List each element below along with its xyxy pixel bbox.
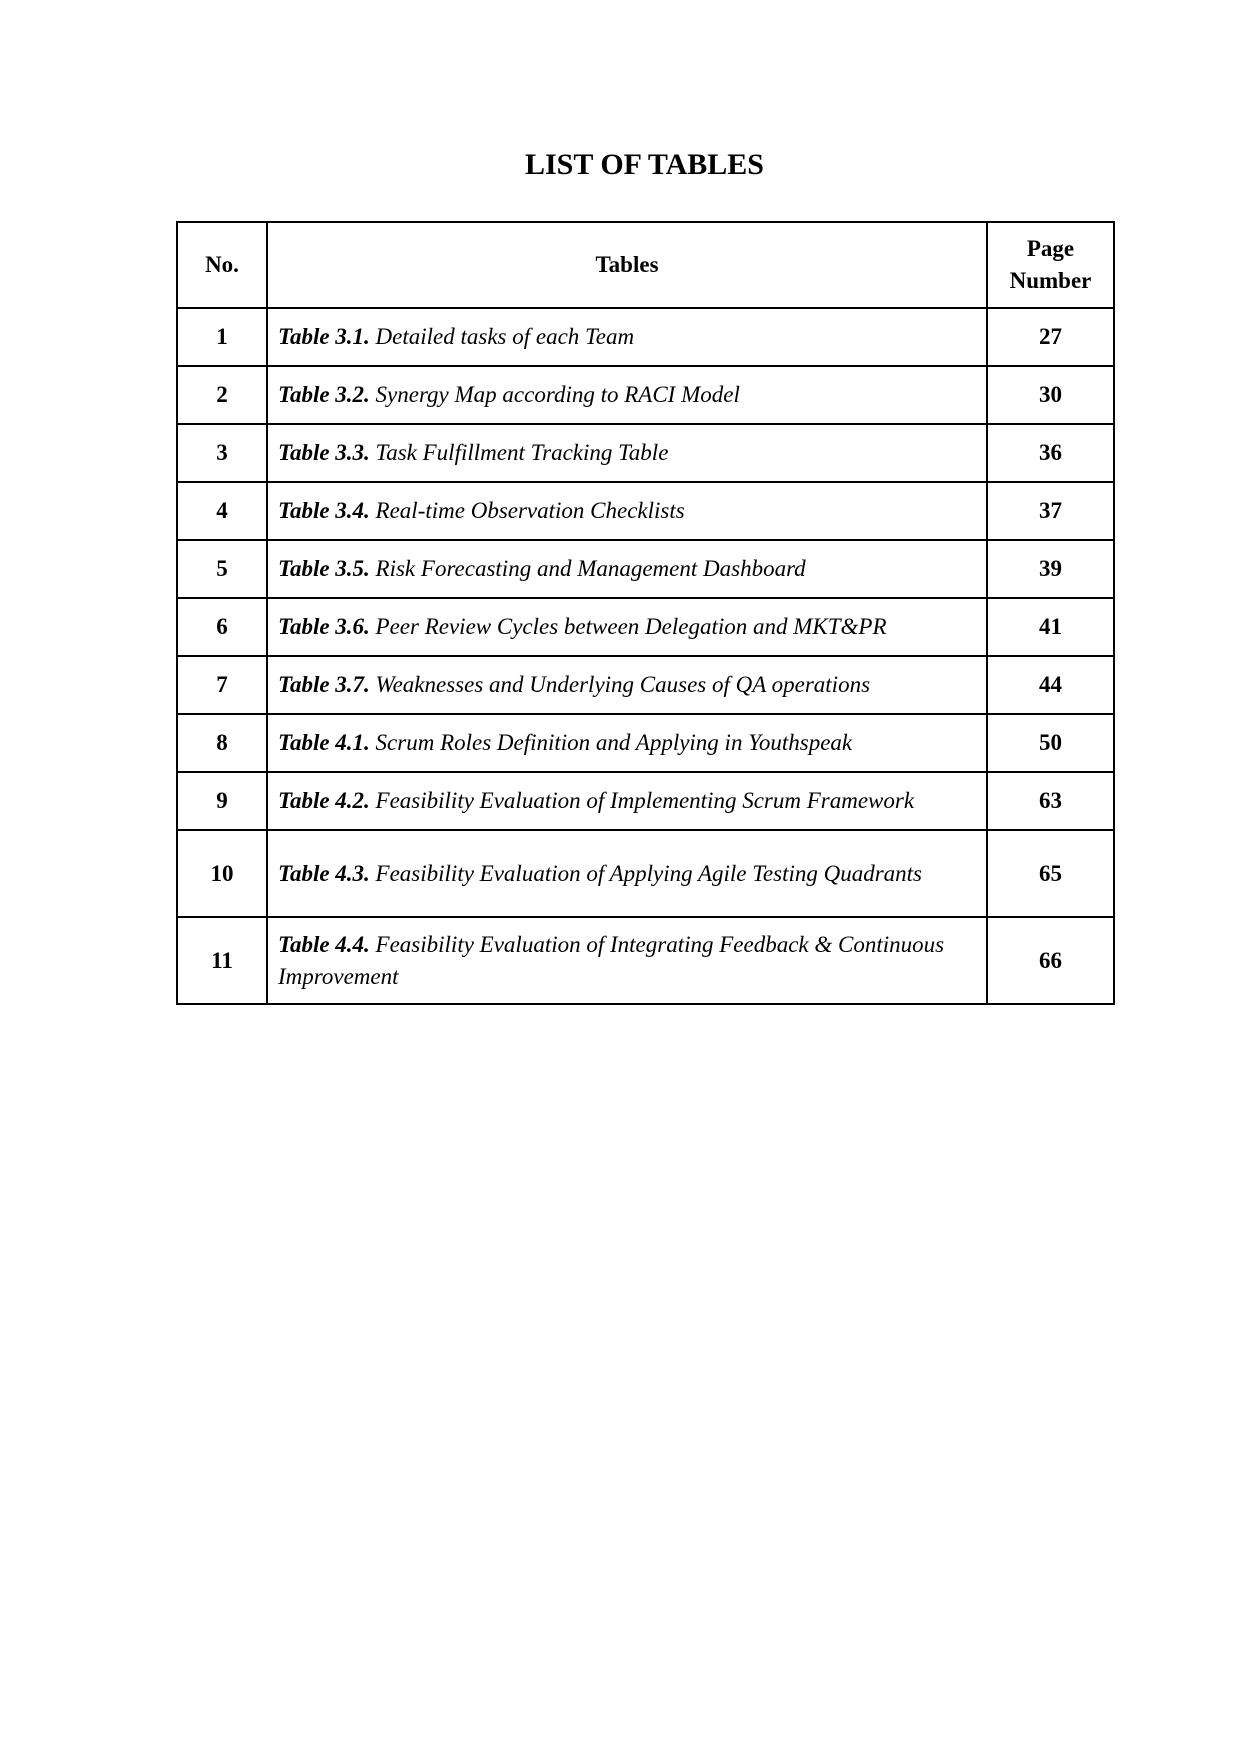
page-number: 66: [987, 917, 1114, 1004]
table-label: Table 4.3.: [278, 860, 370, 886]
page-number: 44: [987, 656, 1114, 714]
table-label: Table 3.3.: [278, 440, 370, 465]
table-caption: Feasibility Evaluation of Integrating Feedback & Continuous Improvement: [278, 931, 945, 989]
table-label: Table 4.1.: [278, 730, 370, 755]
table-row: [177, 656, 1114, 714]
page-number: 39: [987, 540, 1114, 598]
title-container: [177, 145, 1112, 185]
table-entry: [267, 308, 987, 366]
table-caption: Detailed tasks of each Team: [375, 324, 635, 349]
row-number: 9: [177, 772, 267, 830]
row-number: 8: [177, 714, 267, 772]
table-label: Table 3.7.: [278, 672, 370, 697]
table-entry: [267, 424, 987, 482]
header-page-number: [987, 222, 1114, 308]
table-caption: Weaknesses and Underlying Causes of QA operations: [375, 672, 871, 697]
header-page-line1: Page: [1026, 236, 1075, 261]
row-number: 10: [177, 830, 267, 917]
page-number: 65: [987, 830, 1114, 917]
page-number: 36: [987, 424, 1114, 482]
table-row: [177, 598, 1114, 656]
header-page-line2: Number: [1009, 268, 1092, 293]
table-label: Table 3.1.: [278, 324, 370, 349]
table-entry: [267, 917, 987, 1004]
table-caption: Synergy Map according to RACI Model: [375, 382, 740, 407]
row-number: 2: [177, 366, 267, 424]
table-row: [177, 772, 1114, 830]
table-caption: Feasibility Evaluation of Applying Agile Testing Quadrants: [375, 860, 922, 886]
table-row: [177, 917, 1114, 1004]
table-caption: Feasibility Evaluation of Implementing Scrum Framework: [375, 788, 915, 813]
table-entry: [267, 598, 987, 656]
page-number: 30: [987, 366, 1114, 424]
table-entry: [267, 714, 987, 772]
table-label: Table 3.6.: [278, 614, 370, 639]
table-caption: Risk Forecasting and Management Dashboard: [375, 556, 806, 581]
row-number: 5: [177, 540, 267, 598]
table-caption: Task Fulfillment Tracking Table: [375, 440, 669, 465]
page-number: 41: [987, 598, 1114, 656]
table-caption: Peer Review Cycles between Delegation and MKT&PR: [375, 614, 887, 639]
header-row: [177, 222, 1114, 308]
page-number: 37: [987, 482, 1114, 540]
row-number: 4: [177, 482, 267, 540]
table-entry: [267, 830, 987, 917]
table-row: [177, 830, 1114, 917]
row-number: 3: [177, 424, 267, 482]
table-entry: [267, 772, 987, 830]
table-label: Table 3.4.: [278, 498, 370, 523]
page-title: LIST OF TABLES: [524, 148, 764, 181]
table-label: Table 3.2.: [278, 382, 370, 407]
row-number: 1: [177, 308, 267, 366]
table-row: [177, 540, 1114, 598]
table-caption: Real-time Observation Checklists: [375, 498, 685, 523]
page-number: 27: [987, 308, 1114, 366]
row-number: 7: [177, 656, 267, 714]
table-row: [177, 366, 1114, 424]
table-row: [177, 482, 1114, 540]
table-label: Table 4.2.: [278, 788, 370, 813]
table-entry: [267, 656, 987, 714]
table-label: Table 4.4.: [278, 931, 370, 957]
page-number: 63: [987, 772, 1114, 830]
row-number: 11: [177, 917, 267, 1004]
table-row: [177, 308, 1114, 366]
row-number: 6: [177, 598, 267, 656]
header-tables: Tables: [267, 222, 987, 308]
table-entry: [267, 540, 987, 598]
table-entry: [267, 482, 987, 540]
table-caption: Scrum Roles Definition and Applying in Youthspeak: [375, 730, 853, 755]
list-of-tables: [176, 221, 1115, 1005]
header-no: No.: [177, 222, 267, 308]
page-number: 50: [987, 714, 1114, 772]
table-row: [177, 424, 1114, 482]
table-label: Table 3.5.: [278, 556, 370, 581]
table-entry: [267, 366, 987, 424]
table-row: [177, 714, 1114, 772]
